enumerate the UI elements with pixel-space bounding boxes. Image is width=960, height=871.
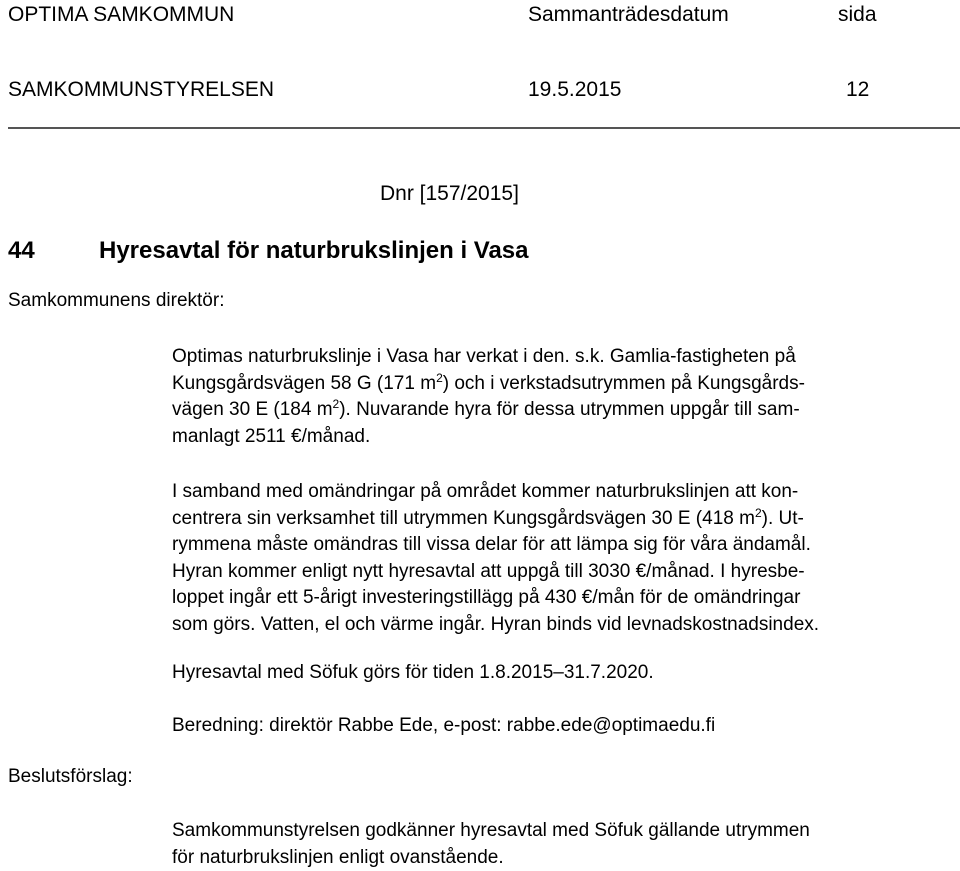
text-line: vägen 30 E (184 $m^2$). Nuvarande hyra för dessa utrymmen uppgår till sam- — [172, 397, 952, 424]
text-line: manlagt 2511 €/månad. — [172, 424, 952, 451]
paragraph-contract-period: Hyresavtal med Söfuk görs för tiden 1.8.2015–31.7.2020. — [172, 660, 952, 687]
paragraph-background — [172, 344, 952, 450]
text-line: I samband med omändringar på området kommer naturbrukslinjen att kon- — [172, 479, 952, 506]
presenter-label: Samkommunens direktör: — [8, 290, 224, 312]
text-line: Kungsgårdsvägen 58 G (171 $m^2$) och i verkstadsutrymmen på Kungsgårds- — [172, 371, 952, 398]
board-name: SAMKOMMUNSTYRELSEN — [8, 77, 274, 103]
text-line: som görs. Vatten, el och värme ingår. Hyran binds vid levnadskostnadsindex. — [172, 612, 952, 639]
org-name: OPTIMA SAMKOMMUN — [8, 2, 234, 28]
header-divider — [8, 127, 960, 129]
paragraph-preparation: Beredning: direktör Rabbe Ede, e-post: rabbe.ede@optimaedu.fi — [172, 713, 952, 740]
paragraph-changes — [172, 479, 952, 638]
register-number: Dnr [157/2015] — [380, 182, 519, 206]
paragraph-proposal — [172, 818, 952, 871]
text-line: loppet ingår ett 5-årigt investeringstillägg på 430 €/mån för de omändringar — [172, 585, 952, 612]
section-number: 44 — [8, 237, 35, 265]
text-line: för naturbrukslinjen enligt ovanstående. — [172, 845, 952, 871]
page-label: sida — [838, 2, 877, 28]
proposal-label: Beslutsförslag: — [8, 766, 133, 788]
text-line: Optimas naturbrukslinje i Vasa har verkat i den. s.k. Gamlia-fastigheten på — [172, 344, 952, 371]
text-line: Samkommunstyrelsen godkänner hyresavtal med Söfuk gällande utrymmen — [172, 818, 952, 845]
text-line: Hyran kommer enligt nytt hyresavtal att uppgå till 3030 €/månad. I hyresbe- — [172, 559, 952, 586]
meeting-date: 19.5.2015 — [528, 77, 621, 103]
page-number: 12 — [846, 77, 869, 103]
text-line: centrera sin verksamhet till utrymmen Kungsgårdsvägen 30 E (418 $m^2$). Ut- — [172, 506, 952, 533]
meeting-date-label: Sammanträdesdatum — [528, 2, 729, 28]
section-title: Hyresavtal för naturbrukslinjen i Vasa — [99, 237, 529, 265]
text-line: rymmena måste omändras till vissa delar för att lämpa sig för våra ändamål. — [172, 532, 952, 559]
